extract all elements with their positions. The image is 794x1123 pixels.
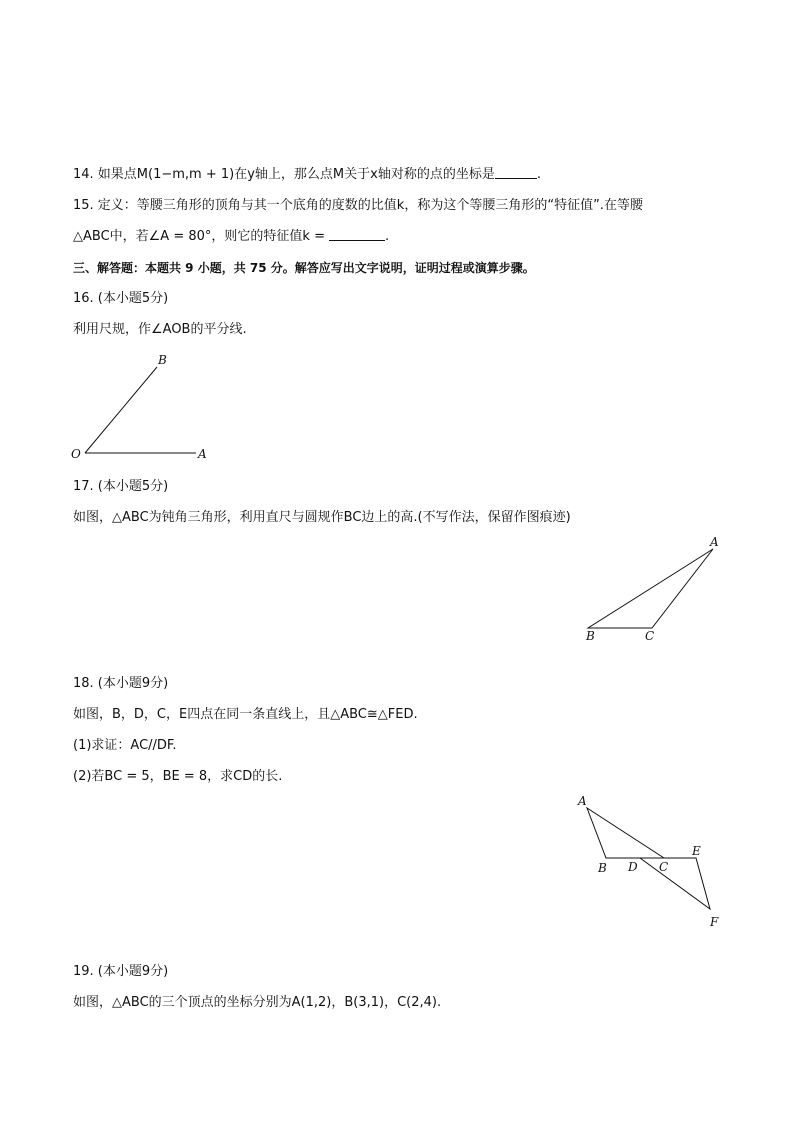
triangle-abc <box>587 808 664 858</box>
section-3-heading: 三、解答题：本题共 9 小题，共 75 分。解答应写出文字说明，证明过程或演算步骤。 <box>73 261 535 275</box>
label-point-e: E <box>692 844 701 858</box>
figure-triangle-abc <box>585 535 719 643</box>
ray-ob <box>85 367 157 453</box>
figure-congruent-triangles <box>577 794 719 929</box>
question-15-line-2-text: △ABC中，若∠A = 80°，则它的特征值k = <box>73 229 325 244</box>
label-point-o: O <box>71 447 81 461</box>
label-point-b: B <box>158 353 167 367</box>
question-14-text: 14. 如果点M(1−m,m + 1)在y轴上，那么点M关于x轴对称的点的坐标是 <box>73 167 495 182</box>
figure-angle-aob <box>71 353 207 461</box>
label-point-b: B <box>586 629 595 643</box>
label-point-c: C <box>659 860 669 874</box>
question-19-number: 19. (本小题9分) <box>73 964 169 979</box>
question-18-number: 18. (本小题9分) <box>73 676 169 691</box>
question-17-number: 17. (本小题5分) <box>73 479 169 494</box>
triangle-abc-outline <box>588 549 713 628</box>
label-point-d: D <box>628 860 638 874</box>
question-17-text: 如图，△ABC为钝角三角形，利用直尺与圆规作BC边上的高.(不写作法，保留作图痕迹) <box>73 510 571 525</box>
question-14-tail: . <box>536 167 541 182</box>
label-point-b: B <box>598 861 607 875</box>
question-16-number: 16. (本小题5分) <box>73 291 169 306</box>
label-point-a: A <box>578 794 587 808</box>
question-18-part-2: (2)若BC = 5，BE = 8，求CD的长. <box>73 769 283 784</box>
label-point-c: C <box>645 629 655 643</box>
label-point-f: F <box>710 915 719 929</box>
question-15-line-1: 15. 定义：等腰三角形的顶角与其一个底角的度数的比值k，称为这个等腰三角形的“特征值”.在等腰 <box>73 198 643 213</box>
question-15-tail: . <box>384 229 390 244</box>
label-point-a: A <box>198 447 207 461</box>
question-18-part-1: (1)求证：AC//DF. <box>73 738 177 753</box>
question-18-text: 如图，B，D，C，E四点在同一条直线上，且△ABC≅△FED. <box>73 707 418 722</box>
label-point-a: A <box>710 535 719 549</box>
triangle-fed <box>640 858 710 909</box>
question-19-text: 如图，△ABC的三个顶点的坐标分别为A(1,2)，B(3,1)，C(2,4). <box>73 995 442 1010</box>
question-16-text: 利用尺规，作∠AOB的平分线. <box>73 322 247 337</box>
